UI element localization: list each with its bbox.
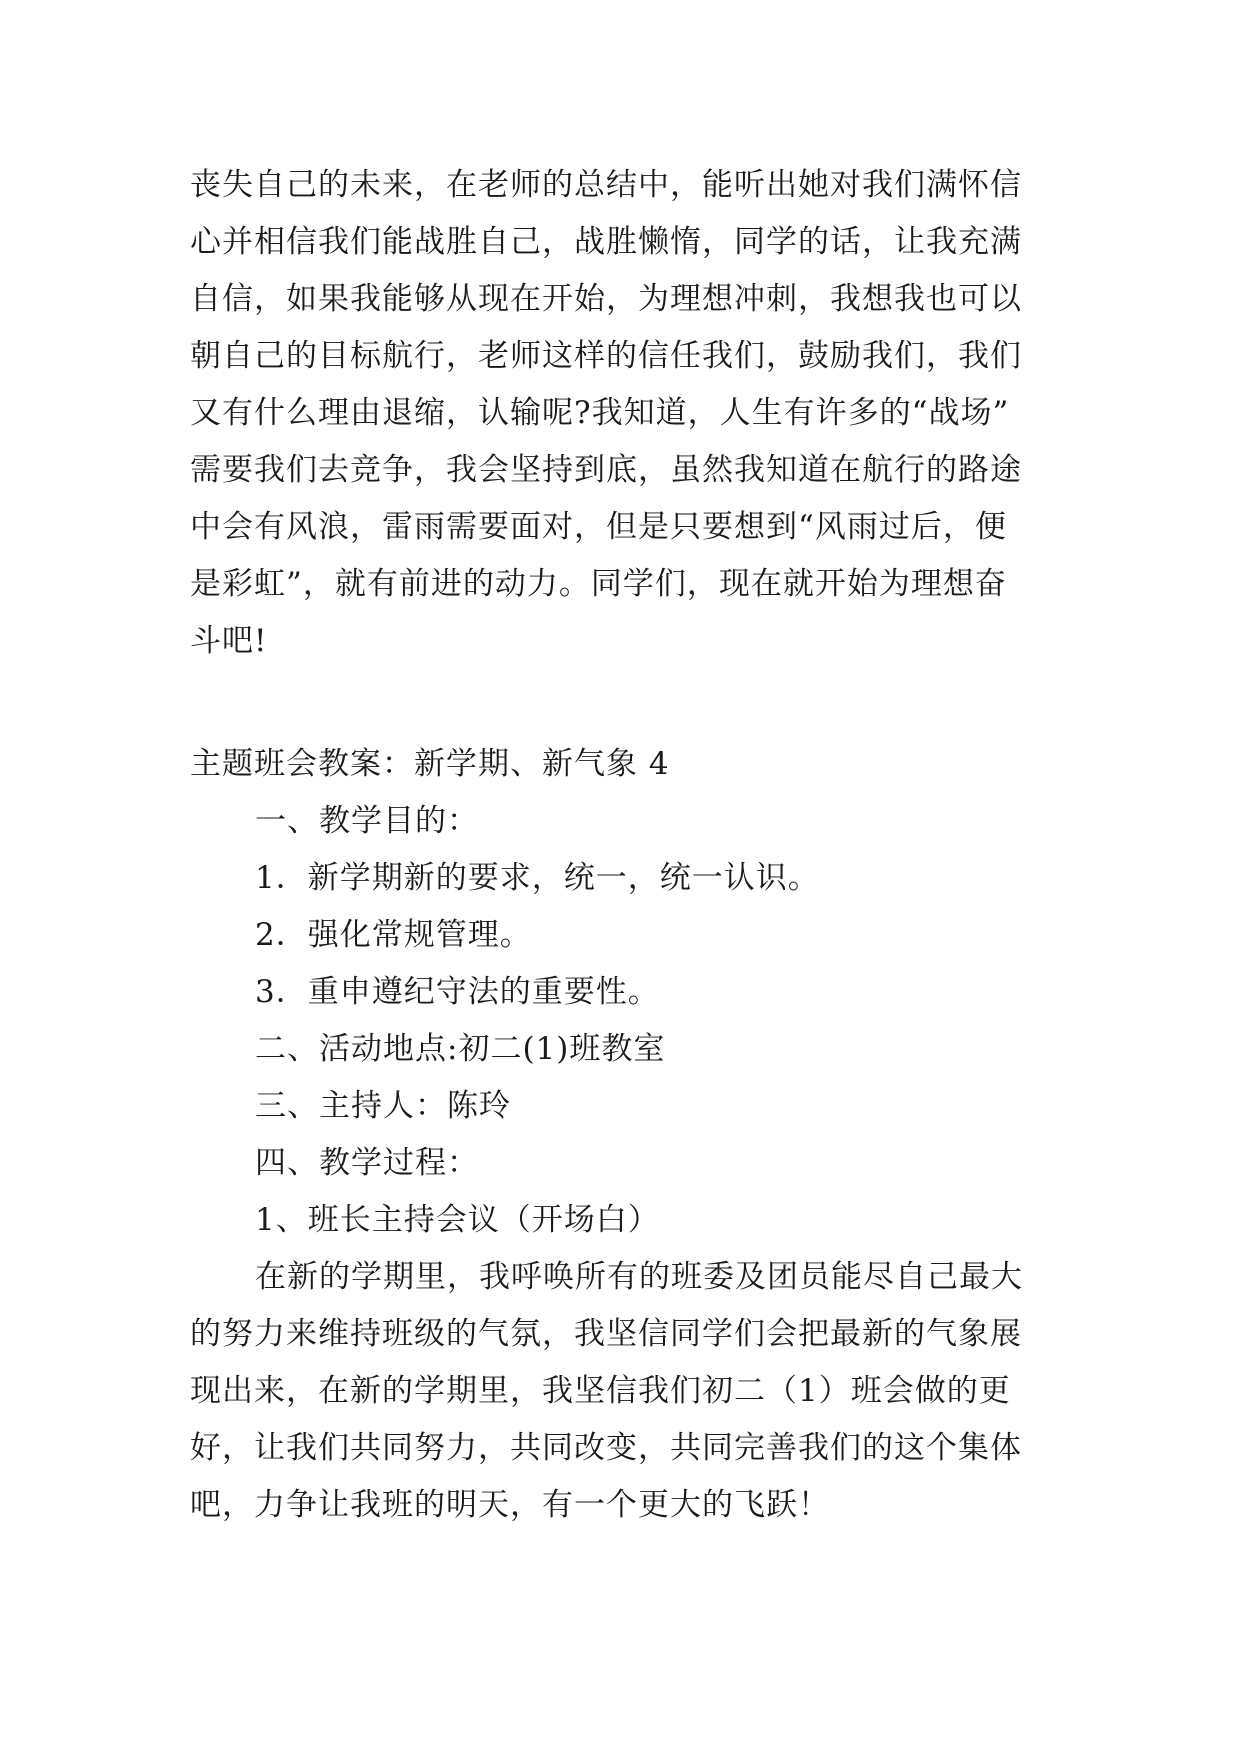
paragraph-line: 又有什么理由退缩，认输呢?我知道，人生有许多的“战场” bbox=[190, 395, 1010, 431]
list-item: 1、班长主持会议（开场白） bbox=[255, 1202, 660, 1238]
list-item: 二、活动地点:初二(1)班教室 bbox=[255, 1031, 666, 1067]
paragraph-line: 的努力来维持班级的气氛，我坚信同学们会把最新的气象展 bbox=[190, 1316, 1022, 1352]
paragraph-line: 丧失自己的未来，在老师的总结中，能听出她对我们满怀信 bbox=[190, 167, 1022, 203]
paragraph-line: 斗吧! bbox=[190, 623, 268, 659]
paragraph-line: 中会有风浪，雷雨需要面对，但是只要想到“风雨过后，便 bbox=[190, 509, 1007, 545]
list-item: 三、主持人：陈玲 bbox=[255, 1088, 511, 1124]
paragraph-line: 好，让我们共同努力，共同改变，共同完善我们的这个集体 bbox=[190, 1430, 1022, 1466]
paragraph-line: 自信，如果我能够从现在开始，为理想冲刺，我想我也可以 bbox=[190, 281, 1022, 317]
list-item: 四、教学过程： bbox=[255, 1145, 479, 1181]
section-title: 主题班会教案：新学期、新气象 4 bbox=[190, 746, 670, 782]
paragraph-line: 在新的学期里，我呼唤所有的班委及团员能尽自己最大 bbox=[255, 1259, 1023, 1295]
list-item: 1．新学期新的要求，统一，统一认识。 bbox=[255, 860, 820, 896]
list-item: 2．强化常规管理。 bbox=[255, 917, 532, 953]
list-item: 3．重申遵纪守法的重要性。 bbox=[255, 974, 660, 1010]
paragraph-line: 现出来，在新的学期里，我坚信我们初二（1）班会做的更 bbox=[190, 1373, 1011, 1409]
paragraph-line: 需要我们去竞争，我会坚持到底，虽然我知道在航行的路途 bbox=[190, 452, 1022, 488]
paragraph-line: 是彩虹”，就有前进的动力。同学们，现在就开始为理想奋 bbox=[190, 566, 1007, 602]
list-item: 一、教学目的： bbox=[255, 803, 479, 839]
paragraph-line: 心并相信我们能战胜自己，战胜懒惰，同学的话，让我充满 bbox=[190, 224, 1022, 260]
paragraph-line: 吧，力争让我班的明天，有一个更大的飞跃！ bbox=[190, 1487, 830, 1523]
paragraph-line: 朝自己的目标航行，老师这样的信任我们，鼓励我们，我们 bbox=[190, 338, 1022, 374]
